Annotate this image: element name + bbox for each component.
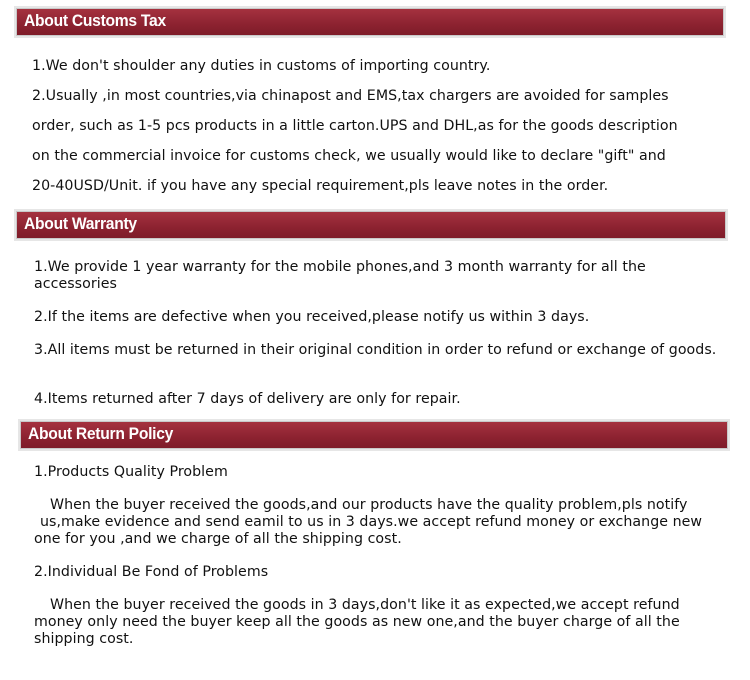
warranty-item-2: 2.If the items are defective when you received,please notify us within 3 days. bbox=[34, 309, 590, 325]
customs-tax-title: About Customs Tax bbox=[24, 11, 166, 30]
customs-line-1: 1.We don't shoulder any duties in customs of importing country. bbox=[32, 58, 491, 74]
warranty-header bbox=[16, 211, 726, 239]
customs-line-2: 2.Usually ,in most countries,via chinapost and EMS,tax chargers are avoided for samples bbox=[32, 88, 669, 104]
return-body-1-line-2: us,make evidence and send eamil to us in 3 days.we accept refund money or exchange new bbox=[40, 514, 703, 530]
warranty-title: About Warranty bbox=[24, 214, 137, 233]
customs-line-5: 20-40USD/Unit. if you have any special requirement,pls leave notes in the order. bbox=[32, 178, 609, 194]
return-policy-header bbox=[20, 421, 728, 449]
return-body-2-line-2: money only need the buyer keep all the goods as new one,and the buyer charge of all the bbox=[34, 614, 680, 630]
customs-line-3: order, such as 1-5 pcs products in a little carton.UPS and DHL,as for the goods description bbox=[32, 118, 678, 134]
warranty-item-3: 3.All items must be returned in their original condition in order to refund or exchange of goods. bbox=[34, 342, 717, 358]
return-body-1-line-3: one for you ,and we charge of all the shipping cost. bbox=[34, 531, 402, 547]
return-policy-title: About Return Policy bbox=[28, 424, 174, 443]
return-body-1-line-1: When the buyer received the goods,and our products have the quality problem,pls notify bbox=[50, 497, 688, 513]
return-heading-2: 2.Individual Be Fond of Problems bbox=[34, 564, 269, 580]
return-body-2-line-3: shipping cost. bbox=[34, 631, 134, 647]
return-heading-1: 1.Products Quality Problem bbox=[34, 464, 228, 480]
warranty-item-4: 4.Items returned after 7 days of delivery are only for repair. bbox=[34, 391, 461, 407]
warranty-item-1: 1.We provide 1 year warranty for the mobile phones,and 3 month warranty for all the accessories bbox=[34, 259, 646, 292]
return-body-2-line-1: When the buyer received the goods in 3 days,don't like it as expected,we accept refund bbox=[50, 597, 680, 613]
customs-tax-header bbox=[16, 8, 724, 36]
customs-line-4: on the commercial invoice for customs check, we usually would like to declare "gift" and bbox=[32, 148, 666, 164]
